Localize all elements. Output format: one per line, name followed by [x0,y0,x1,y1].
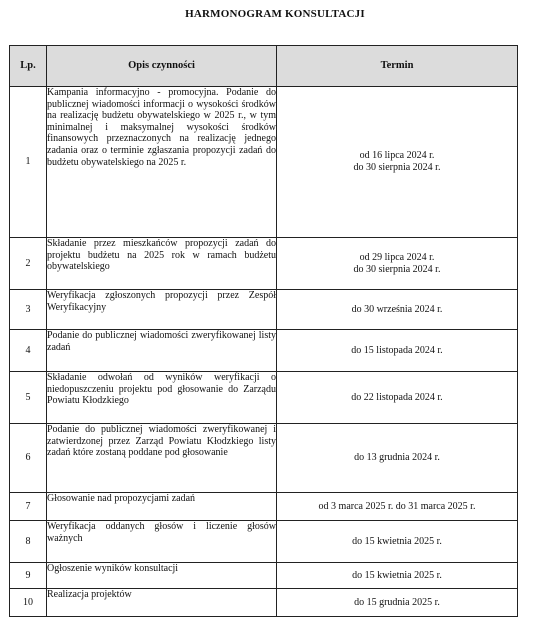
row-description: Składanie odwołań od wyników weryfikacji o niedopuszczeniu projektu pod głosowanie do Zarządu Powiatu Kłodzkiego [47,372,277,424]
row-term [277,563,518,589]
table-row [10,521,518,563]
row-number: 6 [10,424,47,493]
table-row [10,493,518,521]
term-range: od 3 marca 2025 r. do 31 marca 2025 r. [318,500,476,512]
row-number: 1 [10,87,47,238]
header-term: Termin [277,46,518,87]
row-description: Kampania informacyjno - promocyjna. Podanie do publicznej wiadomości informacji o wysokości środków na realizację budżetu obywatelskiego w 2025 r., w tym minimalnej i maksymalnej wysokości środków finansowych przeznaczonych na realizację jednego zadania oraz o terminie zgłaszania propozycji zadań do budżetu obywatelskiego na 2025 r. [47,87,277,238]
row-description: Podanie do publicznej wiadomości zweryfikowanej listy zadań [47,330,277,372]
row-term [277,330,518,372]
table-row [10,372,518,424]
row-term [277,372,518,424]
row-number: 5 [10,372,47,424]
row-term [277,424,518,493]
row-term [277,589,518,617]
row-term [277,87,518,238]
row-description: Podanie do publicznej wiadomości zweryfikowanej i zatwierdzonej przez Zarząd Powiatu Kłodzkiego listy zadań które zostaną poddane pod głosowanie [47,424,277,493]
row-term [277,238,518,290]
row-number: 2 [10,238,47,290]
consultation-schedule-table [9,45,518,617]
table-row [10,238,518,290]
row-number: 3 [10,290,47,330]
row-number: 9 [10,563,47,589]
row-description: Ogłoszenie wyników konsultacji [47,563,277,589]
term-date: do 15 kwietnia 2025 r. [352,535,442,547]
row-term [277,521,518,563]
row-term [277,493,518,521]
term-start: od 29 lipca 2024 r. [359,251,435,263]
table-row [10,589,518,617]
term-date: do 22 listopada 2024 r. [351,391,443,403]
header-description: Opis czynności [47,46,277,87]
table-row [10,563,518,589]
row-description: Weryfikacja zgłoszonych propozycji przez Zespół Weryfikacyjny [47,290,277,330]
table-row [10,330,518,372]
row-description: Weryfikacja oddanych głosów i liczenie głosów ważnych [47,521,277,563]
term-date: do 15 kwietnia 2025 r. [352,569,442,581]
row-number: 7 [10,493,47,521]
table-row [10,424,518,493]
table-header-row [10,46,518,87]
row-term [277,290,518,330]
row-number: 4 [10,330,47,372]
term-date: do 15 listopada 2024 r. [351,344,443,356]
document-title: HARMONOGRAM KONSULTACJI [185,8,365,20]
row-number: 10 [10,589,47,617]
term-date: do 30 września 2024 r. [351,303,443,315]
row-description: Realizacja projektów [47,589,277,617]
term-date: do 13 grudnia 2024 r. [354,452,440,464]
row-description: Składanie przez mieszkańców propozycji zadań do projektu budżetu na 2025 rok w ramach budżetu obywatelskiego [47,238,277,290]
table-row [10,290,518,330]
term-start: od 16 lipca 2024 r. [359,150,435,162]
row-description: Głosowanie nad propozycjami zadań [47,493,277,521]
row-number: 8 [10,521,47,563]
table-row [10,87,518,238]
term-date: do 15 grudnia 2025 r. [354,596,440,608]
term-end: do 30 sierpnia 2024 r. [353,162,441,173]
header-lp: Lp. [10,46,47,87]
term-end: do 30 sierpnia 2024 r. [353,263,441,275]
